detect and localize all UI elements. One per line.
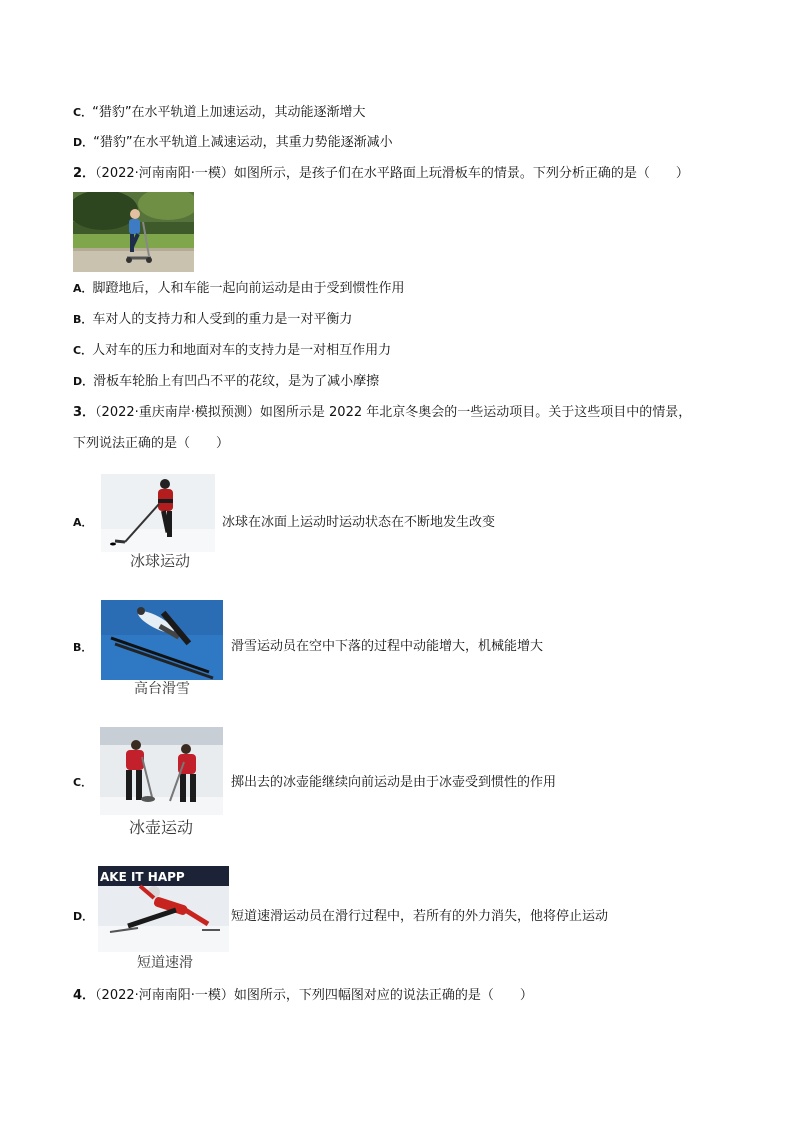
question-3-option-d-letter: D． [73, 910, 94, 923]
question-3-stem-line-1: 3．（2022·重庆南岸·模拟预测）如图所示是 2022 年北京冬奥会的一些运动项目。关于这些项目中的情景， [73, 405, 692, 420]
question-2-stem: 2．（2022·河南南阳·一模）如图所示，是孩子们在水平路面上玩滑板车的情景。下列分析正确的是（ ） [73, 166, 689, 181]
curling-caption: 冰壶运动 [128, 818, 193, 837]
question-2-option-c: C．人对车的压力和地面对车的支持力是一对相互作用力 [73, 343, 392, 358]
short-track-caption: 短道速滑 [137, 955, 193, 971]
ice-hockey-caption: 冰球运动 [129, 552, 190, 570]
question-3-option-a-letter: A． [73, 516, 93, 529]
question-2-option-b: B．车对人的支持力和人受到的重力是一对平衡力 [73, 312, 353, 327]
banner-text: AKE IT HAPP [100, 870, 185, 884]
question-2-option-d: D．滑板车轮胎上有凹凸不平的花纹，是为了减小摩擦 [73, 374, 380, 389]
question-3-option-b-text: 滑雪运动员在空中下落的过程中动能增大，机械能增大 [231, 639, 544, 654]
question-4-stem: 4．（2022·河南南阳·一模）如图所示，下列四幅图对应的说法正确的是（ ） [73, 988, 533, 1003]
short-track-photo [98, 866, 229, 952]
question-3-option-c-text: 掷出去的冰壶能继续向前运动是由于冰壶受到惯性的作用 [231, 775, 557, 790]
question-3-option-c-letter: C． [73, 776, 93, 789]
question-3-option-a-text: 冰球在冰面上运动时运动状态在不断地发生改变 [222, 515, 496, 530]
ice-hockey-photo [101, 474, 215, 552]
scooter-photo [73, 192, 194, 272]
prev-option-c: C．“猎豹”在水平轨道上加速运动，其动能逐渐增大 [73, 105, 366, 120]
question-2-option-a: A．脚蹬地后，人和车能一起向前运动是由于受到惯性作用 [73, 281, 405, 296]
question-3-stem-line-2: 下列说法正确的是（ ） [73, 436, 230, 451]
question-3-option-b-letter: B． [73, 641, 93, 654]
ski-jumping-photo [101, 600, 223, 680]
ski-jumping-caption: 高台滑雪 [134, 681, 190, 697]
question-3-option-d-text: 短道速滑运动员在滑行过程中，若所有的外力消失，他将停止运动 [231, 909, 609, 924]
curling-photo [100, 727, 223, 815]
prev-option-d: D．“猎豹”在水平轨道上减速运动，其重力势能逐渐减小 [73, 135, 393, 150]
